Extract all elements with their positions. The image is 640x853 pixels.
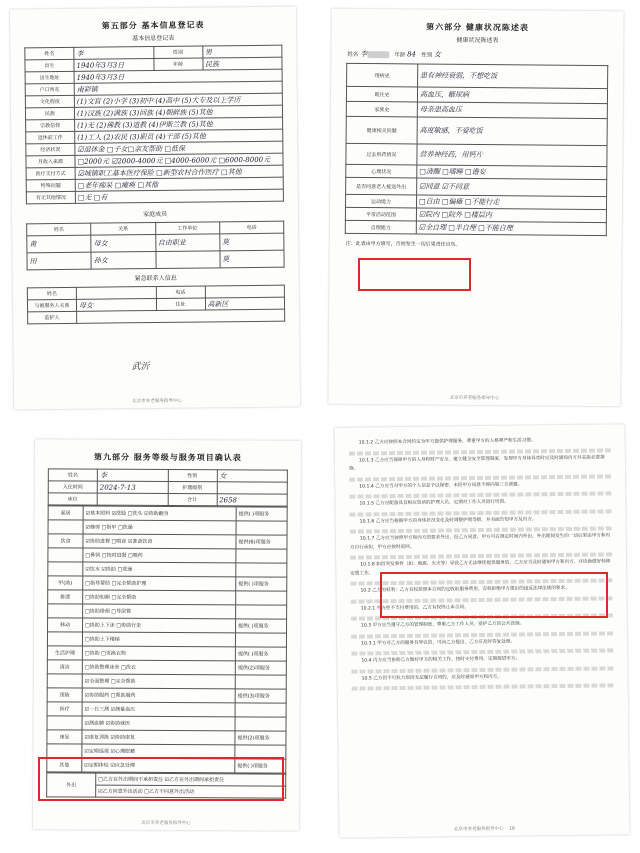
service-count: 提供( )项服务 xyxy=(235,759,286,773)
document-page-basic-info xyxy=(10,7,300,410)
field-label: 清洁 xyxy=(47,660,82,674)
highlight-box-outing-responsibility xyxy=(38,757,284,801)
field-value xyxy=(76,286,156,299)
table-row xyxy=(347,63,608,88)
field-label: 过去用药情况 xyxy=(346,143,417,165)
field-label xyxy=(47,632,82,646)
table-row xyxy=(47,702,286,717)
service-options: □鼻饲 □按时进餐 □喂药 xyxy=(83,548,236,563)
service-options: ☑协助服药 □帮助服药 xyxy=(82,688,235,703)
service-count: 提供( )项服务 xyxy=(236,619,287,633)
field-label: 出生 xyxy=(25,59,74,72)
field-label: 性别 xyxy=(153,46,202,59)
field-label: 移动 xyxy=(48,618,83,632)
contract-body xyxy=(335,436,628,691)
table-row xyxy=(48,604,287,619)
field-value: (1)工人 (2)农民 (3)职员 (4)干部 (5)其他 xyxy=(75,129,283,143)
page-footer: 北京市养老服务指导中心 16 xyxy=(453,826,515,833)
service-options: □协助如厕 □完全帮助 xyxy=(83,590,236,605)
service-options: ☑定期体检 ☑应急处理 xyxy=(82,758,235,773)
table-row xyxy=(47,688,286,703)
field-label xyxy=(48,604,83,618)
table-row xyxy=(346,143,607,166)
document-page-health-status xyxy=(328,9,623,407)
field-label: 平常活动范围 xyxy=(345,207,416,221)
field-value: □老年痴呆 □瘫痪 □其他 xyxy=(75,177,283,191)
service-options: □指导帮助 □完全帮助护理 xyxy=(83,576,236,591)
field-label: 护理级别 xyxy=(168,482,217,494)
field-label: 饮食 xyxy=(48,534,83,548)
field-value: 母亲患高血压 xyxy=(417,102,607,119)
field-label: 是否同意老人接送外出 xyxy=(346,177,417,195)
family-rel: 孙女 xyxy=(91,251,155,269)
column-header: 工作单位 xyxy=(155,222,219,235)
field-label: 姓名 xyxy=(48,469,97,481)
contract-paragraph: 10.1.2 乙方应按照本合同约定为甲方提供护理服务，尊重甲方的人格尊严和生活习惯。 xyxy=(358,438,536,446)
service-options: □协助整理床单 □洗衣 xyxy=(82,660,235,675)
family-work xyxy=(155,251,219,269)
service-count xyxy=(235,675,286,689)
field-label: 预防 xyxy=(47,688,82,702)
service-count xyxy=(235,703,286,717)
field-value: 2024-7-13 xyxy=(97,481,168,493)
field-value: 李 xyxy=(74,47,154,60)
field-label: 入住时间 xyxy=(48,481,97,493)
field-label: 家族史 xyxy=(346,101,417,117)
field-value xyxy=(217,482,288,494)
health-table xyxy=(345,63,608,236)
family-rel: 母女 xyxy=(91,234,155,252)
contract-paragraph: 10.5 乙方因不可抗力原因无法履行合同的，应及时通知甲方和丙方。 xyxy=(361,674,502,681)
field-value: 2658 xyxy=(217,494,288,506)
service-options: ☑全面整理 □完全帮助 xyxy=(82,674,235,689)
family-phone: 莫 xyxy=(220,250,284,268)
field-label: 户口所在 xyxy=(25,83,74,96)
contract-paragraph: 10.1.5 乙方应配备具有相应资质的护理人员，定期对工作人员进行培训。 xyxy=(359,499,509,507)
emergency-header: 紧急联系人信息 xyxy=(134,274,177,283)
field-label: 电话 xyxy=(156,286,205,299)
field-value xyxy=(77,309,285,323)
field-label: 生活护理 xyxy=(47,646,82,660)
field-label: 姓名 xyxy=(27,287,76,300)
field-label: 文化程度 xyxy=(25,95,74,108)
page-subtitle: 基本信息登记表 xyxy=(132,34,175,43)
service-count: 提供(2)项服务 xyxy=(235,731,286,745)
field-label: 排泄 xyxy=(48,590,83,604)
family-name: 田 xyxy=(27,252,91,270)
table-row xyxy=(48,506,287,521)
table-row xyxy=(48,493,287,506)
table-row xyxy=(47,632,286,647)
field-label: 退休前工作 xyxy=(26,131,75,144)
field-label: 有无其他情况 xyxy=(26,191,75,204)
page-title: 第六部分 健康状况陈述表 xyxy=(426,22,529,33)
service-count xyxy=(236,605,287,619)
service-count: 提供(6)项服务 xyxy=(236,535,287,549)
field-label: 其他 xyxy=(47,758,82,772)
field-label: 监护人 xyxy=(28,311,77,324)
field-value: 李 xyxy=(97,469,168,481)
field-value: □无 □有 xyxy=(75,189,283,203)
service-options: ☑基本照料 ☑洗脸 □洗头 ☑协助翻身 xyxy=(83,506,236,521)
field-value: ☑同意 ☑不同意 xyxy=(417,178,607,197)
field-label: 出生地址 xyxy=(25,71,74,84)
service-head-table xyxy=(48,468,288,506)
service-options: ☑协助进餐 □喂食 ☑准备饮食 xyxy=(83,534,236,549)
page-footer: 北京市养老服务指导中心 xyxy=(449,395,500,402)
field-value: □2000元 ☑2000-4000元 □4000-6000元 □6000-8000元 xyxy=(75,153,283,167)
table-row xyxy=(48,534,287,549)
service-count xyxy=(236,549,287,563)
table-row xyxy=(48,576,287,591)
table-row xyxy=(47,716,286,731)
field-value: 男 xyxy=(202,45,282,58)
service-options: ☑修剪 □指甲 □洗澡 xyxy=(83,520,236,535)
field-label: 与被服务人关系 xyxy=(27,299,76,312)
page-number: 16 xyxy=(509,826,515,832)
field-label: 自理能力 xyxy=(345,220,416,234)
table-row xyxy=(28,309,285,324)
service-options: □协助上下床 □协助行走 xyxy=(83,618,236,633)
service-count: 提供( )项服务 xyxy=(236,577,287,591)
contract-paragraph: 10.1.3 乙方应当保障甲方的人身和财产安全，建立健全安全管理制度，发现甲方身体异常时应及时通知丙方并采取必要措施。 xyxy=(348,454,605,472)
footer-note: 注：此表由甲方填写，否则发生一切后果责任自负。 xyxy=(345,240,461,248)
field-label: 经济状况 xyxy=(26,143,75,156)
document-page-contract-terms xyxy=(335,424,630,838)
field-value: (1)无 (2)佛教 (3)道教 (4)伊斯兰教 (5)其他 xyxy=(75,117,283,131)
family-table xyxy=(26,221,284,271)
contract-paragraph: 10.3 甲方应当遵守乙方的管理制度，尊重乙方工作人员，爱护乙方的公共设施。 xyxy=(360,621,525,629)
column-header: 电话 xyxy=(219,221,283,234)
table-row xyxy=(47,730,286,745)
field-label xyxy=(47,744,82,758)
table-row xyxy=(48,562,287,577)
field-label: 宗教信仰 xyxy=(26,119,75,132)
table-row xyxy=(47,660,286,675)
field-label: 甲(助) xyxy=(48,576,83,590)
field-value: 母女 xyxy=(76,298,156,311)
contract-paragraph: 10.2 乙方的权利：乙方有权按照本合同约定收取服务费用，有权拒绝甲方提出的违反法律法规的要求。 xyxy=(360,585,570,594)
field-label: 月收入来源 xyxy=(26,155,75,168)
table-row xyxy=(47,674,286,689)
field-label: 起居 xyxy=(48,506,83,520)
contract-paragraph: 10.2.1 甲方拒不支付费用的，乙方有权终止本合同。 xyxy=(360,604,469,611)
service-options: ☑定期巡视 ☑心理慰藉 xyxy=(82,744,235,759)
page-footer: 北京市养老服务指导中心 xyxy=(132,398,182,405)
field-label: 医疗支付方式 xyxy=(26,167,75,180)
field-label: 健康相关问题 xyxy=(346,116,417,144)
field-label xyxy=(47,674,82,688)
table-row xyxy=(48,618,287,633)
highlight-box-outing-consent xyxy=(358,258,471,291)
field-label: 既往史 xyxy=(346,86,417,102)
field-label: 特殊问题 xyxy=(26,179,75,192)
field-label xyxy=(47,716,82,730)
field-label: 性别 xyxy=(168,470,217,482)
field-label: 合计 xyxy=(168,494,217,506)
service-options: □协助 □更换衣物 xyxy=(82,646,235,661)
service-count: 提供(3)项服务 xyxy=(235,689,286,703)
text-line xyxy=(352,683,614,690)
field-value: ☑院内 □院外 □楼层内 xyxy=(416,208,606,223)
table-row xyxy=(47,646,286,661)
service-options: ☑一日三测 ☑测量血压 xyxy=(82,702,235,717)
consent-label: 外出 xyxy=(47,773,96,797)
field-label: 民族 xyxy=(25,107,74,120)
field-value: 营养神经药，用钙片 xyxy=(417,144,607,167)
service-options: ☑饮水 ☑协助 □洗澡 xyxy=(83,562,236,577)
field-value: (1)文盲 (2)小学 (3)初中 (4)高中 (5)大专及以上学历 xyxy=(74,93,282,107)
contract-paragraph: 10.1.6 乙方应当根据甲方的身体状况变化及时调整护理等级，并书面告知甲方及丙方。 xyxy=(359,516,537,524)
basic-info-table xyxy=(24,45,284,205)
field-value: 高度敏感，不爱吃饭 xyxy=(417,117,607,146)
field-value: □清醒 □嗜睡 □谵妄 xyxy=(417,165,607,180)
service-options: □协助上下楼梯 xyxy=(82,632,235,647)
service-count: 提供( )项服务 xyxy=(235,647,286,661)
page-title: 第五部分 基本信息登记表 xyxy=(101,20,205,31)
contract-paragraph: 10.1.8 如因突发事件（如：地震、火灾等）导致乙方无法继续提供服务的，乙方应当及时通知甲方和丙方，并协助做好转移安置工作。 xyxy=(350,559,611,577)
page-footer: 北京市养老服务指导中心 xyxy=(141,820,191,827)
service-count xyxy=(235,717,286,731)
consent-line: □乙方在外出期间不承担责任 ☑乙方在外出期间承担责任 xyxy=(96,773,286,786)
service-items-table xyxy=(46,505,287,773)
field-value: 女 xyxy=(217,470,288,482)
field-label: 运动能力 xyxy=(345,194,416,208)
column-header: 姓名 xyxy=(27,223,91,236)
field-value: ☑城镇职工基本医疗保险 □新型农村合作医疗 □其他 xyxy=(75,165,283,179)
service-options: ☑测血糖 ☑协助就医 xyxy=(82,716,235,731)
field-value: 民族 xyxy=(202,57,282,70)
field-value: □自由 □偏瘫 □不能行走 xyxy=(416,195,606,210)
field-label xyxy=(48,520,83,534)
page-subtitle: 健康状况陈述表 xyxy=(456,36,499,45)
contract-paragraph: 10.1.4 乙方应当对甲方的个人信息予以保密，未经甲方同意不得向第三方泄露。 xyxy=(359,481,523,489)
table-row xyxy=(48,548,287,563)
contract-paragraph: 10.1.7 乙方应当按照甲方和丙方的要求外出，经乙方同意，甲方可在规定时间内外出，外出期间发生的一切后果由甲方和丙方自行承担，甲方应按时返回。 xyxy=(349,533,611,551)
service-count: 提供( )项服务 xyxy=(236,507,287,521)
field-label: 姓名 xyxy=(25,47,74,60)
column-header: 关系 xyxy=(91,222,155,235)
field-label: 康复 xyxy=(47,730,82,744)
field-value xyxy=(205,285,285,298)
service-count xyxy=(235,633,286,647)
emergency-table xyxy=(27,285,285,325)
field-value: ☑退休金 □子女□亲友帮助 □低保 xyxy=(75,141,283,155)
field-label: 年龄 xyxy=(153,58,202,71)
table-row xyxy=(48,590,287,605)
service-options: ☑康复训练 ☑协助康复 xyxy=(82,730,235,745)
handwritten-signature: 武沂 xyxy=(131,362,150,373)
field-value xyxy=(97,493,168,505)
service-count xyxy=(236,521,287,535)
field-label xyxy=(48,562,83,576)
service-count: 提供(2)项服务 xyxy=(235,661,286,675)
field-label: 床位 xyxy=(48,493,97,505)
field-label: 心理状况 xyxy=(346,164,417,178)
field-label: 现病史 xyxy=(347,63,418,87)
page-title: 第九部分 服务等级与服务项目确认表 xyxy=(94,452,242,463)
service-count xyxy=(236,591,287,605)
field-value: 患有神经衰弱，不想吃饭 xyxy=(418,64,608,89)
consent-line: ☑乙方同意外出活动 □乙方不同意外出活动 xyxy=(96,785,286,798)
family-name: 黄 xyxy=(27,235,91,253)
field-value: 1940年3月3日 xyxy=(74,59,154,72)
field-value: 高血压，糖尿病 xyxy=(417,87,607,104)
field-value: ☑全自理 □半自理 □不能自理 xyxy=(416,221,606,236)
field-label: 医疗 xyxy=(47,702,82,716)
family-phone: 莫 xyxy=(220,233,284,251)
contract-paragraph: 10.3.1 甲方对乙方的服务有异议的，可向乙方提出，乙方应及时答复处理。 xyxy=(361,639,516,646)
table-row xyxy=(26,189,283,204)
table-row xyxy=(48,520,287,535)
field-value: 南彩镇 xyxy=(74,81,282,95)
table-row xyxy=(346,116,607,145)
field-value: (1)汉族 (2)满族 (3)回族 (4)朝鲜族 (5)其他 xyxy=(74,105,282,119)
highlight-box-outing-clause xyxy=(380,572,608,618)
field-label: 住址 xyxy=(156,298,205,311)
name-row: 姓名 李 年龄 84 性别 女 xyxy=(347,49,442,59)
field-value: 1940年3月3日 xyxy=(74,69,282,83)
service-options: □协助排便 □导尿管 xyxy=(83,604,236,619)
field-label xyxy=(48,548,83,562)
service-count xyxy=(236,563,287,577)
contract-paragraph: 10.4 丙方应当协助乙方做好甲方的相关工作，按时支付费用，定期探望甲方。 xyxy=(361,656,521,664)
family-header: 家庭成员 xyxy=(143,210,168,219)
family-work: 自由职业 xyxy=(155,234,219,252)
table-row xyxy=(27,250,284,270)
field-value: 高新区 xyxy=(205,297,285,310)
